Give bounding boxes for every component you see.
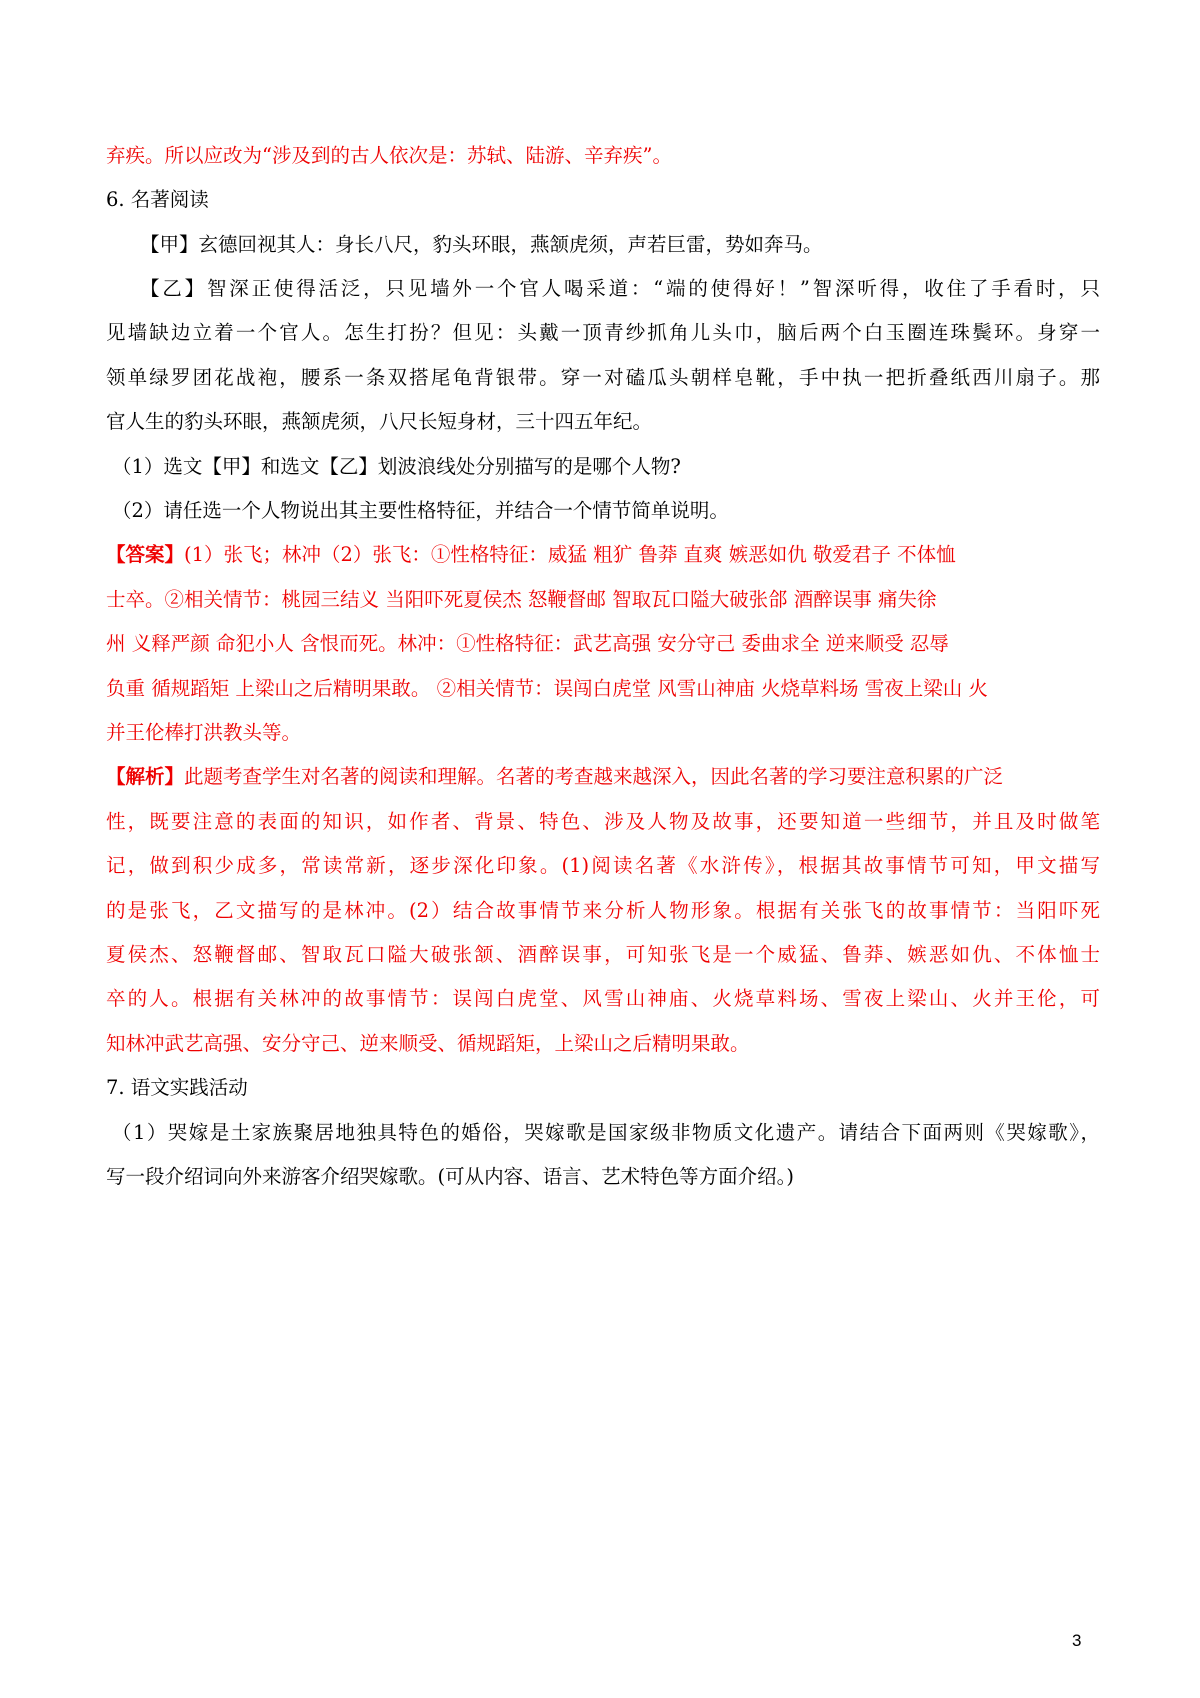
analysis-line: 知林冲武艺高强、安分守己、逆来顺受、循规蹈矩，上梁山之后精明果敢。 <box>106 1032 750 1055</box>
analysis-label: 【解析】 <box>106 765 185 788</box>
text-line: 领单绿罗团花战袍，腰系一条双搭尾龟背银带。穿一对磕瓜头朝样皂靴，手中执一把折叠纸西川扇子。那 <box>106 366 1100 389</box>
answer-line <box>106 541 1100 569</box>
analysis-line: 夏侯杰、怒鞭督邮、智取瓦口隘大破张颔、酒醉误事，可知张飞是一个威猛、鲁莽、嫉恶如仇、不体恤士 <box>106 943 1100 966</box>
text-line: 弃疾。所以应改为“涉及到的古人依次是：苏轼、陆游、辛弃疾”。 <box>106 144 672 167</box>
page-number: 3 <box>1072 1631 1082 1650</box>
answer-line: 负重 循规蹈矩 上梁山之后精明果敢。 ②相关情节：误闯白虎堂 风雪山神庙 火烧草料场 雪夜上梁山 火 <box>106 677 988 700</box>
analysis-line: 记，做到积少成多，常读常新，逐步深化印象。(1)阅读名著《水浒传》，根据其故事情节可知，甲文描写 <box>106 854 1100 877</box>
answer-text: (1）张飞；林冲（2）张飞：①性格特征：威猛 粗犷 鲁莽 直爽 嫉恶如仇 敬爱君子 不体恤 <box>184 543 956 566</box>
section-heading: 7. 语文实践活动 <box>106 1076 248 1099</box>
answer-label: 【答案】 <box>106 543 185 566</box>
question-line: （1）哭嫁是土家族聚居地独具特色的婚俗，哭嫁歌是国家级非物质文化遗产。请结合下面两则《哭嫁歌》， <box>112 1121 1100 1144</box>
section-heading: 6. 名著阅读 <box>106 188 209 211</box>
analysis-line: 卒的人。根据有关林冲的故事情节：误闯白虎堂、风雪山神庙、火烧草料场、雪夜上梁山、火并王伦，可 <box>106 987 1100 1010</box>
answer-line: 并王伦棒打洪教头等。 <box>106 721 302 744</box>
analysis-line <box>106 763 1100 791</box>
analysis-text: 此题考查学生对名著的阅读和理解。名著的考查越来越深入，因此名著的学习要注意积累的广泛 <box>184 765 1004 788</box>
answer-line: 州 义释严颜 命犯小人 含恨而死。林冲：①性格特征：武艺高强 安分守己 委曲求全 逆来顺受 忍辱 <box>106 632 949 655</box>
text-line: 见墙缺边立着一个官人。怎生打扮？但见：头戴一顶青纱抓角儿头巾，脑后两个白玉圈连珠鬓环。身穿一 <box>106 321 1100 344</box>
analysis-line: 性，既要注意的表面的知识，如作者、背景、特色、涉及人物及故事，还要知道一些细节，并且及时做笔 <box>106 810 1100 833</box>
question-line: 写一段介绍词向外来游客介绍哭嫁歌。(可从内容、语言、艺术特色等方面介绍。) <box>106 1165 794 1188</box>
question-line: （1）选文【甲】和选文【乙】划波浪线处分别描写的是哪个人物? <box>112 455 681 478</box>
text-line: 【甲】玄德回视其人：身长八尺，豹头环眼，燕颔虎须，声若巨雷，势如奔马。 <box>140 233 823 256</box>
analysis-line: 的是张飞，乙文描写的是林冲。(2）结合故事情节来分析人物形象。根据有关张飞的故事情节：当阳吓死 <box>106 899 1100 922</box>
text-line: 【乙】智深正使得活泛，只见墙外一个官人喝采道：“端的使得好！”智深听得，收住了手看时，只 <box>140 277 1100 300</box>
question-line: （2）请任选一个人物说出其主要性格特征，并结合一个情节简单说明。 <box>112 499 729 522</box>
text-line: 官人生的豹头环眼，燕颔虎须，八尺长短身材，三十四五年纪。 <box>106 410 653 433</box>
answer-line: 士卒。②相关情节：桃园三结义 当阳吓死夏侯杰 怒鞭督邮 智取瓦口隘大破张郃 酒醉误事 痛失徐 <box>106 588 937 611</box>
